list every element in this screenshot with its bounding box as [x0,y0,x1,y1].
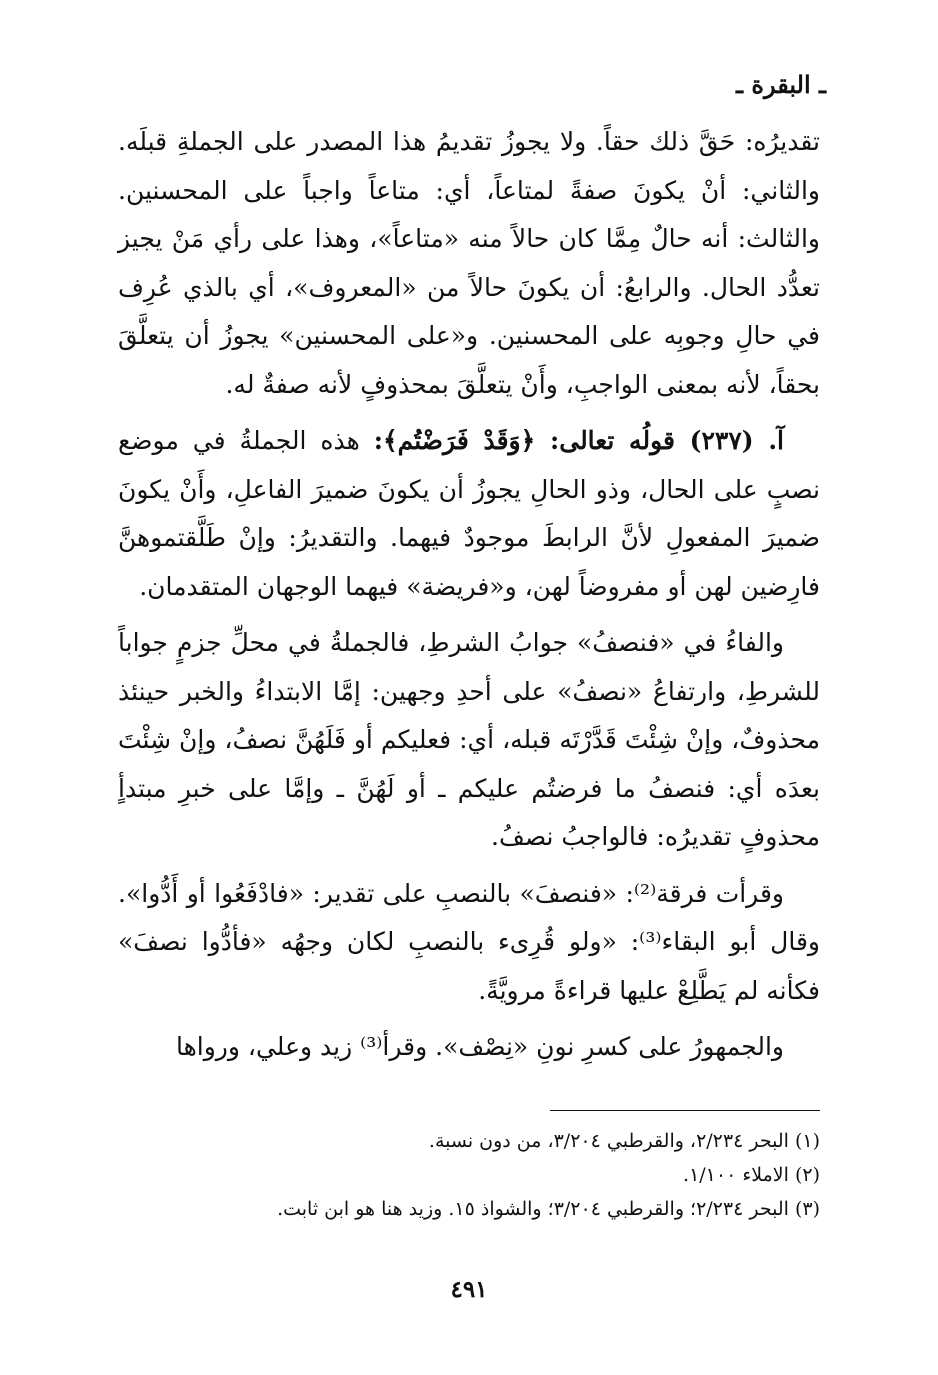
paragraph-5: والجمهورُ على كسرِ نونِ «نِصْف». وقرأ⁽³⁾ زيد وعلي، ورواها [175,1032,784,1061]
footnote-2: (٢) الاملاء ١/١٠٠. [683,1164,820,1186]
footnote-3: (٣) البحر ٢/٢٣٤؛ والقرطبي ٣/٢٠٤؛ والشواذ ١٥. وزيد هنا هو ابن ثابت. [277,1198,820,1220]
main-text [118,118,820,1072]
footnote-1: (١) البحر ٢/٢٣٤، والقرطبي ٣/٢٠٤، من دون نسبة. [428,1130,820,1152]
verse-label: آ. (٢٣٧) قولُه تعالى: ﴿وَقَدْ فَرَضْتُم﴾: [373,426,784,455]
paragraph-3: والفاءُ في «فنصفُ» جوابُ الشرطِ، فالجملةُ في محلِّ جزمٍ جواباً للشرطِ، وارتفاعُ «نصفُ» على أحدِ وجهين: إمَّا الابتداءُ والخبر حينئذ محذوفٌ، وإنْ شِئْتَ قَدَّرْتَه قبله، أي: فعليكم أو فَلَهُنَّ نصفُ، وإنْ شِئْتَ بعدَه أي: فنصفُ ما فرضتُم عليكم ـ أو لَهُنَّ ـ وإمَّا على خبرِ مبتدأٍ محذوفٍ تقديرُه: فالواجبُ نصفُ. [118,628,820,851]
paragraph-4: وقرأت فرقة⁽²⁾: «فنصفَ» بالنصبِ على تقدير: «فادْفَعُوا أو أَدُّوا». وقال أبو البقاء⁽³⁾: «ولو قُرِىء بالنصبِ لكان وجهُه «فأدُّوا نصفَ» فكأنه لم يَطَّلِعْ عليها قراءةً مرويَّةً. [118,878,820,1005]
paragraph-2-text: هذه الجملةُ في موضع نصبٍ على الحال، وذو الحالِ يجوزُ أن يكونَ ضميرَ الفاعلِ، وأَنْ يكونَ ضميرَ المفعولِ لأنَّ الرابطَ موجودٌ فيهما. والتقديرُ: وإنْ طَلَّقتموهنَّ فارِضين لهن أو مفروضاً لهن، و«فريضة» فيهما الوجهان المتقدمان. [118,426,820,601]
page-number: ٤٩١ [450,1276,488,1303]
paragraph-1: تقديرُه: حَقَّ ذلك حقاً. ولا يجوزُ تقديمُ هذا المصدر على الجملةِ قبلَه. والثاني: أنْ يكونَ صفةً لمتاعاً، أي: متاعاً واجباً على المحسنين. والثالث: أنه حالٌ مِمَّا كان حالاً منه «متاعاً»، وهذا على رأي مَنْ يجيز تعدُّد الحال. والرابعُ: أن يكونَ حالاً من «المعروف»، أي بالذي عُرِف في حالِ وجوبِه على المحسنين. و«على المحسنين» يجوزُ أن يتعلَّقَ بحقاً، لأنه بمعنى الواجبِ، وأَنْ يتعلَّقَ بمحذوفٍ لأنه صفةٌ له. [118,127,820,399]
footnotes [118,1124,820,1226]
running-header: ـ البقرة ـ [736,70,826,99]
paragraph-2 [118,417,820,611]
footnote-divider [550,1110,820,1111]
